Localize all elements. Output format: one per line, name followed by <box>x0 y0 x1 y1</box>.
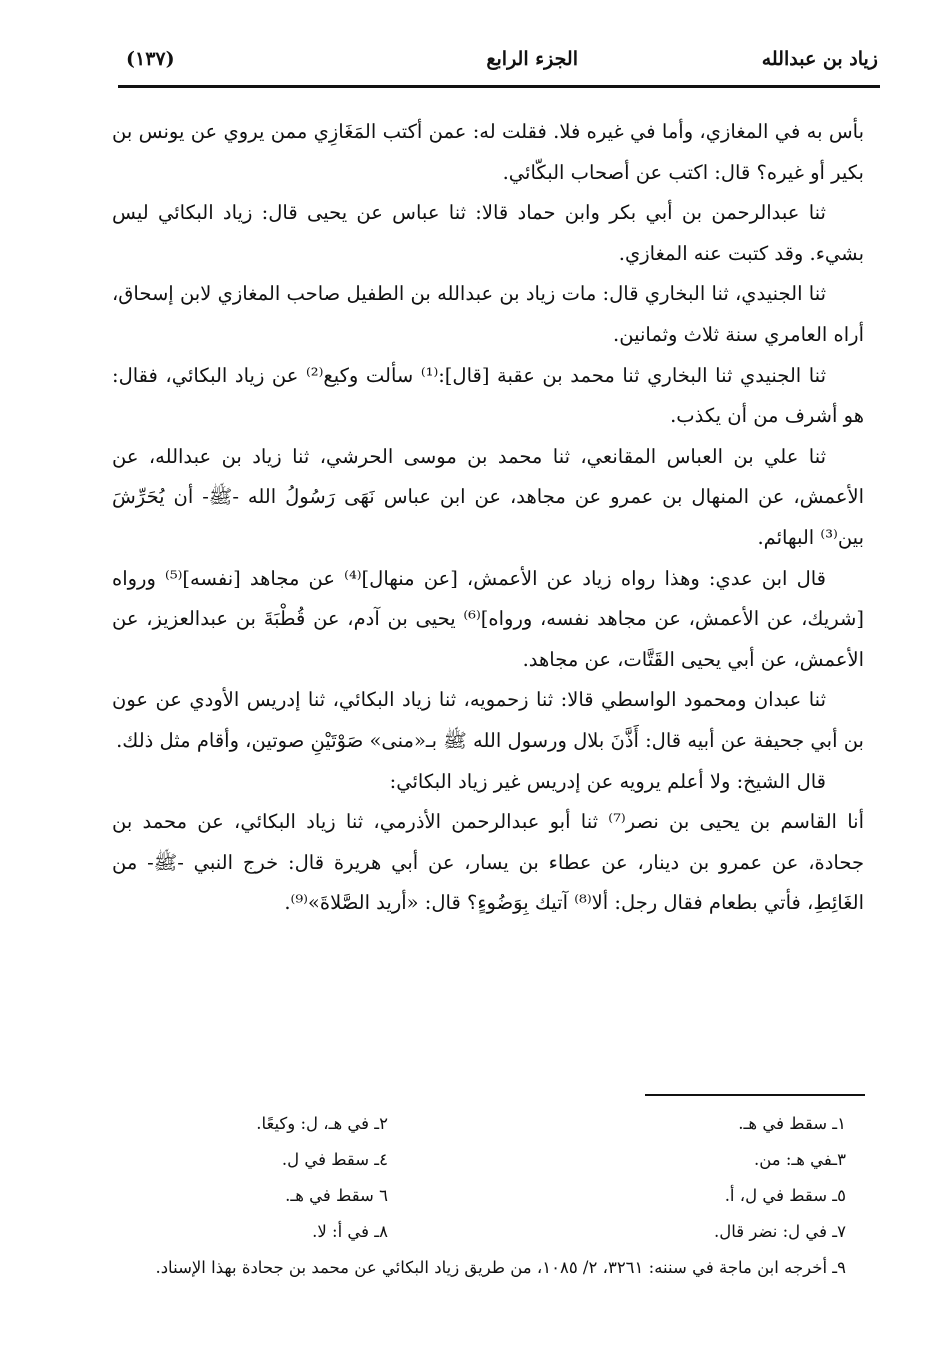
footnote: ٥ـ سقط في ل، أ. <box>724 1186 846 1205</box>
paragraph: بأس به في المغازي، وأما في غيره فلا. فقلت له: عمن أكتب المَغَازِي ممن يروي عن يونس بن بكير أو غيره؟ قال: اكتب عن أصحاب البكّائي. <box>112 120 864 184</box>
paragraph: أنا القاسم بن يحيى بن نصر⁽⁷⁾ ثنا أبو عبدالرحمن الأذرمي، ثنا زياد البكائي، عن محمد بن جحادة، عن عمرو بن دينار، عن عطاء بن يسار، عن أبي هريرة قال: خرج النبي -ﷺ- من الغَائِطِ، فأتي بطعام فقال رجل: ألا⁽⁸⁾ آتيك بِوَضُوءٍ؟ قال: «أريد الصَّلاةَ»⁽⁹⁾. <box>112 810 864 915</box>
footnote: ٧ـ في ل: نضر قال. <box>713 1222 846 1241</box>
page-number: (١٣٧) <box>126 48 175 70</box>
footnote: ١ـ سقط في هـ. <box>738 1114 846 1133</box>
page-header <box>118 42 878 82</box>
paragraph: قال الشيخ: ولا أعلم يرويه عن إدريس غير زياد البكائي: <box>389 769 826 793</box>
paragraph: ثنا الجنيدي ثنا البخاري ثنا محمد بن عقبة [قال]:⁽¹⁾ سألت وكيع⁽²⁾ عن زياد البكائي، فقال: هو أشرف من أن يكذب. <box>112 363 864 428</box>
running-title: زياد بن عبدالله <box>761 48 878 70</box>
footnote: ٢ـ في هـ، ل: وكيعًا. <box>256 1114 388 1133</box>
footnote: ٤ـ سقط في ل. <box>281 1150 388 1169</box>
header-rule <box>118 85 880 88</box>
paragraph: ثنا الجنيدي، ثنا البخاري قال: مات زياد بن عبدالله بن الطفيل صاحب المغازي لابن إسحاق، أراه العامري سنة ثلاث وثمانين. <box>112 282 864 346</box>
footnote: ٨ـ في أ: لا. <box>312 1222 388 1241</box>
paragraph: قال ابن عدي: وهذا رواه زياد عن الأعمش، [عن منهال]⁽⁴⁾ عن مجاهد [نفسه]⁽⁵⁾ ورواه [شريك، عن الأعمش، عن مجاهد نفسه، ورواه]⁽⁶⁾ يحيى بن آدم، عن قُطْبَةَ بن عبدالعزيز، عن الأعمش، عن أبي يحيى القَتَّات، عن مجاهد. <box>112 566 865 671</box>
footnotes <box>112 1106 864 1286</box>
footnote-long: ٩ـ أخرجه ابن ماجة في سننه: ٣٢٦١، ٢/ ١٠٨٥، من طريق زياد البكائي عن محمد بن جحادة بهذا الإسناد. <box>155 1258 846 1277</box>
part-title: الجزء الرابع <box>486 48 578 70</box>
footnote-grid <box>112 1106 864 1250</box>
footnote: ٣ـفي هـ: من. <box>753 1150 846 1169</box>
footnote-rule <box>645 1094 865 1096</box>
paragraph: ثنا عبدالرحمن بن أبي بكر وابن حماد قالا: ثنا عباس عن يحيى قال: زياد البكائي ليس بشيء. وقد كتبت عنه المغازي. <box>112 201 864 265</box>
main-text <box>112 112 864 924</box>
paragraph: ثنا عبدان ومحمود الواسطي قالا: ثنا زحمويه، ثنا زياد البكائي، ثنا إدريس الأودي عن عون بن أبي جحيفة عن أبيه قال: أَذَّنَ بلال ورسول الله ﷺ بـ«منى» صَوْتَيْنِ صوتين، وأقام مثل ذلك. <box>112 688 864 752</box>
footnote: ٦ سقط في هـ. <box>285 1186 388 1205</box>
paragraph: ثنا علي بن العباس المقانعي، ثنا محمد بن موسى الحرشي، ثنا زياد بن عبدالله، عن الأعمش، عن المنهال بن عمرو عن مجاهد، عن ابن عباس نَهَى رَسُولُ الله -ﷺ- أن يُحَرِّشَ بين⁽³⁾ البهائم. <box>112 444 864 549</box>
